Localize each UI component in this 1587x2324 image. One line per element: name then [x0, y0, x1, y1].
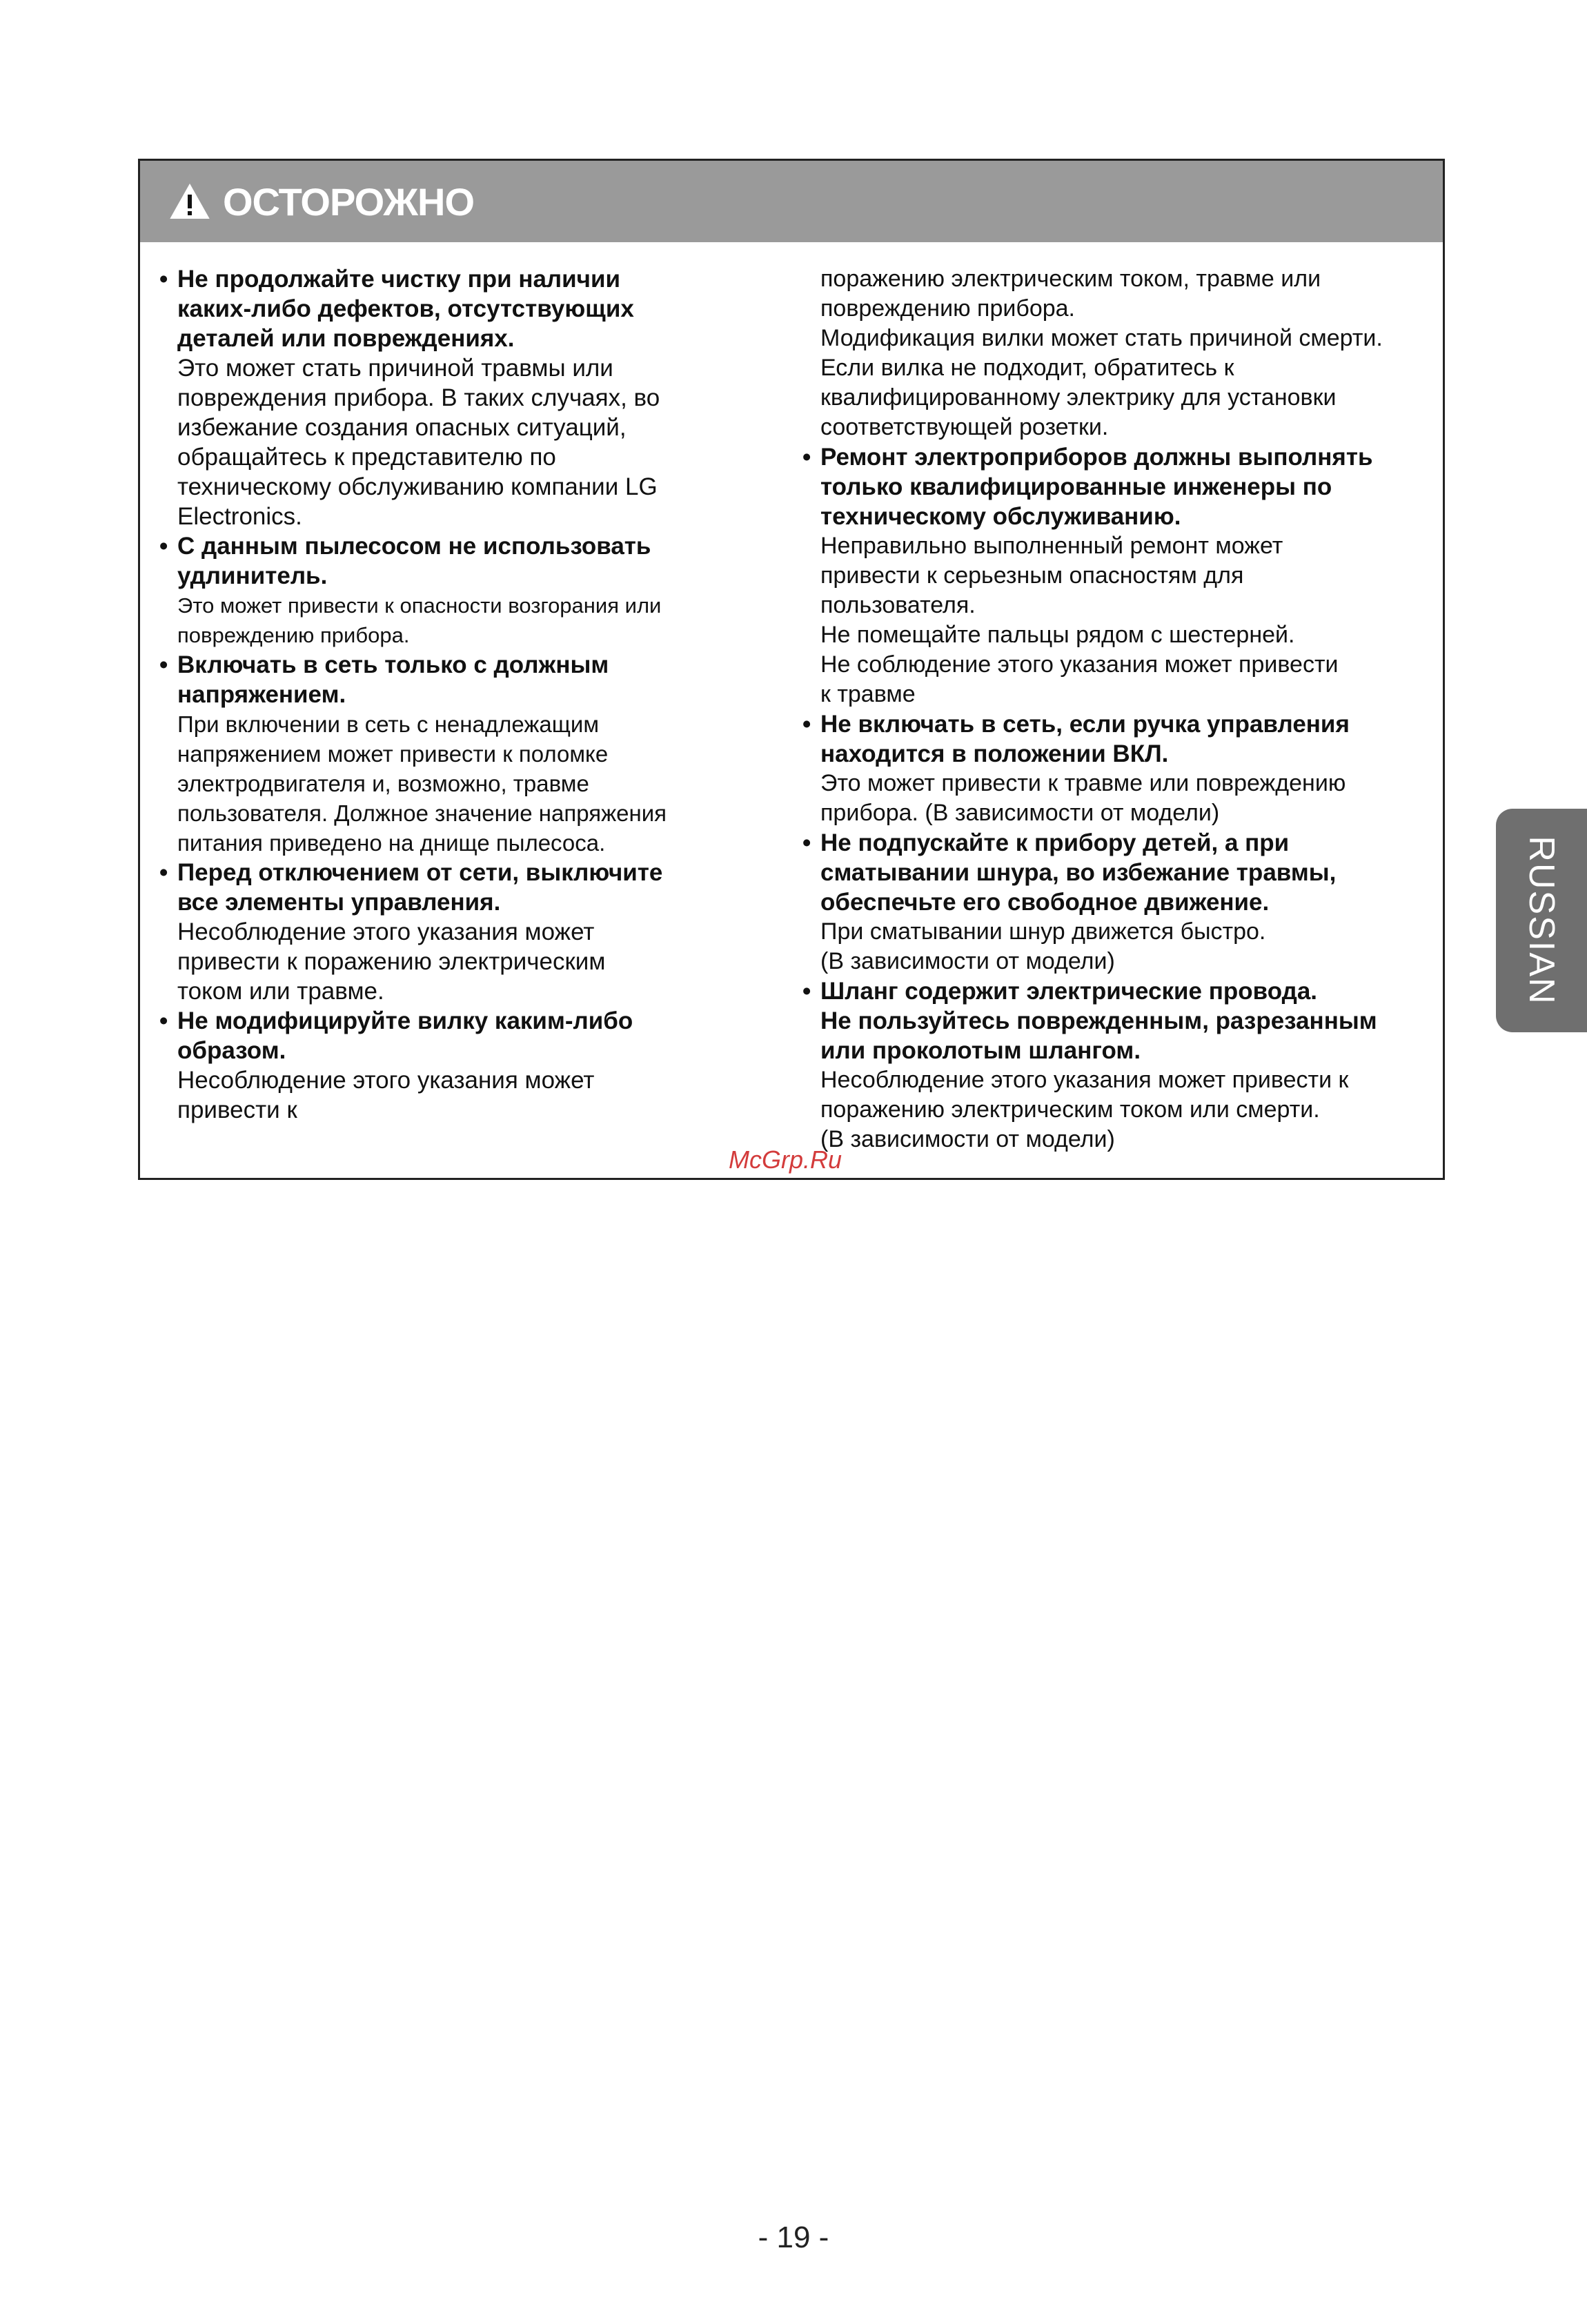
page-number: - 19 - — [758, 2220, 829, 2254]
caution-heading: • Не подпускайте к прибору детей, а при сматывании шнура, во избежание травмы, обеспечьте его свободное движение. — [802, 829, 1337, 916]
caution-heading: • Включать в сеть только с должным напряжением. — [159, 651, 609, 708]
caution-item — [159, 650, 753, 858]
caution-item — [802, 976, 1423, 1154]
caution-text: При сматывании шнур движется быстро. (В зависимости от модели) — [820, 918, 1266, 974]
caution-item — [159, 531, 753, 650]
caution-item — [159, 264, 753, 531]
caution-text: При включении в сеть с ненадлежащим напряжением может привести к поломке электродвигателя и, возможно, травме пользователя. Должное значение напряжения питания приведено на днище пылесоса. — [177, 711, 667, 856]
caution-text: Это может привести к травме или повреждению прибора. (В зависимости от модели) — [820, 770, 1346, 826]
caution-item — [159, 1006, 753, 1125]
caution-heading: • Перед отключением от сети, выключите все элементы управления. — [159, 859, 663, 916]
caution-heading: • Не модифицируйте вилку каким-либо образом. — [159, 1007, 633, 1064]
warning-triangle-icon — [169, 183, 210, 220]
caution-heading: • Ремонт электроприборов должны выполнять только квалифицированные инженеры по техническому обслуживанию. — [802, 444, 1373, 530]
caution-heading: • Шланг содержит электрические провода. Не пользуйтесь поврежденным, разрезанным или проколотым шлангом. — [802, 978, 1377, 1064]
caution-item — [159, 858, 753, 1006]
language-tab-label: RUSSIAN — [1521, 836, 1561, 1005]
language-tab — [1496, 809, 1587, 1032]
caution-text-continuation: поражению электрическим током, травме или повреждению прибора. Модификация вилки может стать причиной смерти. Если вилка не подходит, обратитесь к квалифицированному электрику для установки соответствующей розетки. — [820, 266, 1383, 440]
warning-box — [138, 159, 1445, 1180]
caution-text: Это может стать причиной травмы или повреждения прибора. В таких случаях, во избежание создания опасных ситуаций, обращайтесь к представителю по техническому обслуживанию компании LG Electronics. — [177, 355, 660, 530]
caution-item — [802, 442, 1423, 709]
caution-text: Несоблюдение этого указания может привести к — [177, 1067, 595, 1123]
caution-text: Это может привести к опасности возгорания или повреждению прибора. — [177, 593, 662, 647]
caution-item — [802, 709, 1423, 828]
caution-text: Несоблюдение этого указания может привести к поражению электрическим током или смерти. (В зависимости от модели) — [820, 1067, 1349, 1152]
warning-title: ОСТОРОЖНО — [223, 179, 475, 224]
warning-header — [140, 161, 1443, 242]
caution-item — [802, 828, 1423, 976]
caution-heading: • Не продолжайте чистку при наличии каких-либо дефектов, отсутствующих деталей или повреждениях. — [159, 266, 634, 352]
caution-heading: • С данным пылесосом не использовать удлинитель. — [159, 533, 651, 589]
caution-text: Несоблюдение этого указания может привести к поражению электрическим током или травме. — [177, 918, 606, 1005]
watermark: McGrp.Ru — [729, 1145, 842, 1174]
right-column — [802, 264, 1423, 1154]
left-column — [159, 264, 753, 1125]
caution-text: Неправильно выполненный ремонт может привести к серьезным опасностям для пользователя. Не помещайте пальцы рядом с шестерней. Не соблюдение этого указания может привести к травме — [820, 533, 1339, 707]
caution-heading: • Не включать в сеть, если ручка управления находится в положении ВКЛ. — [802, 711, 1350, 767]
